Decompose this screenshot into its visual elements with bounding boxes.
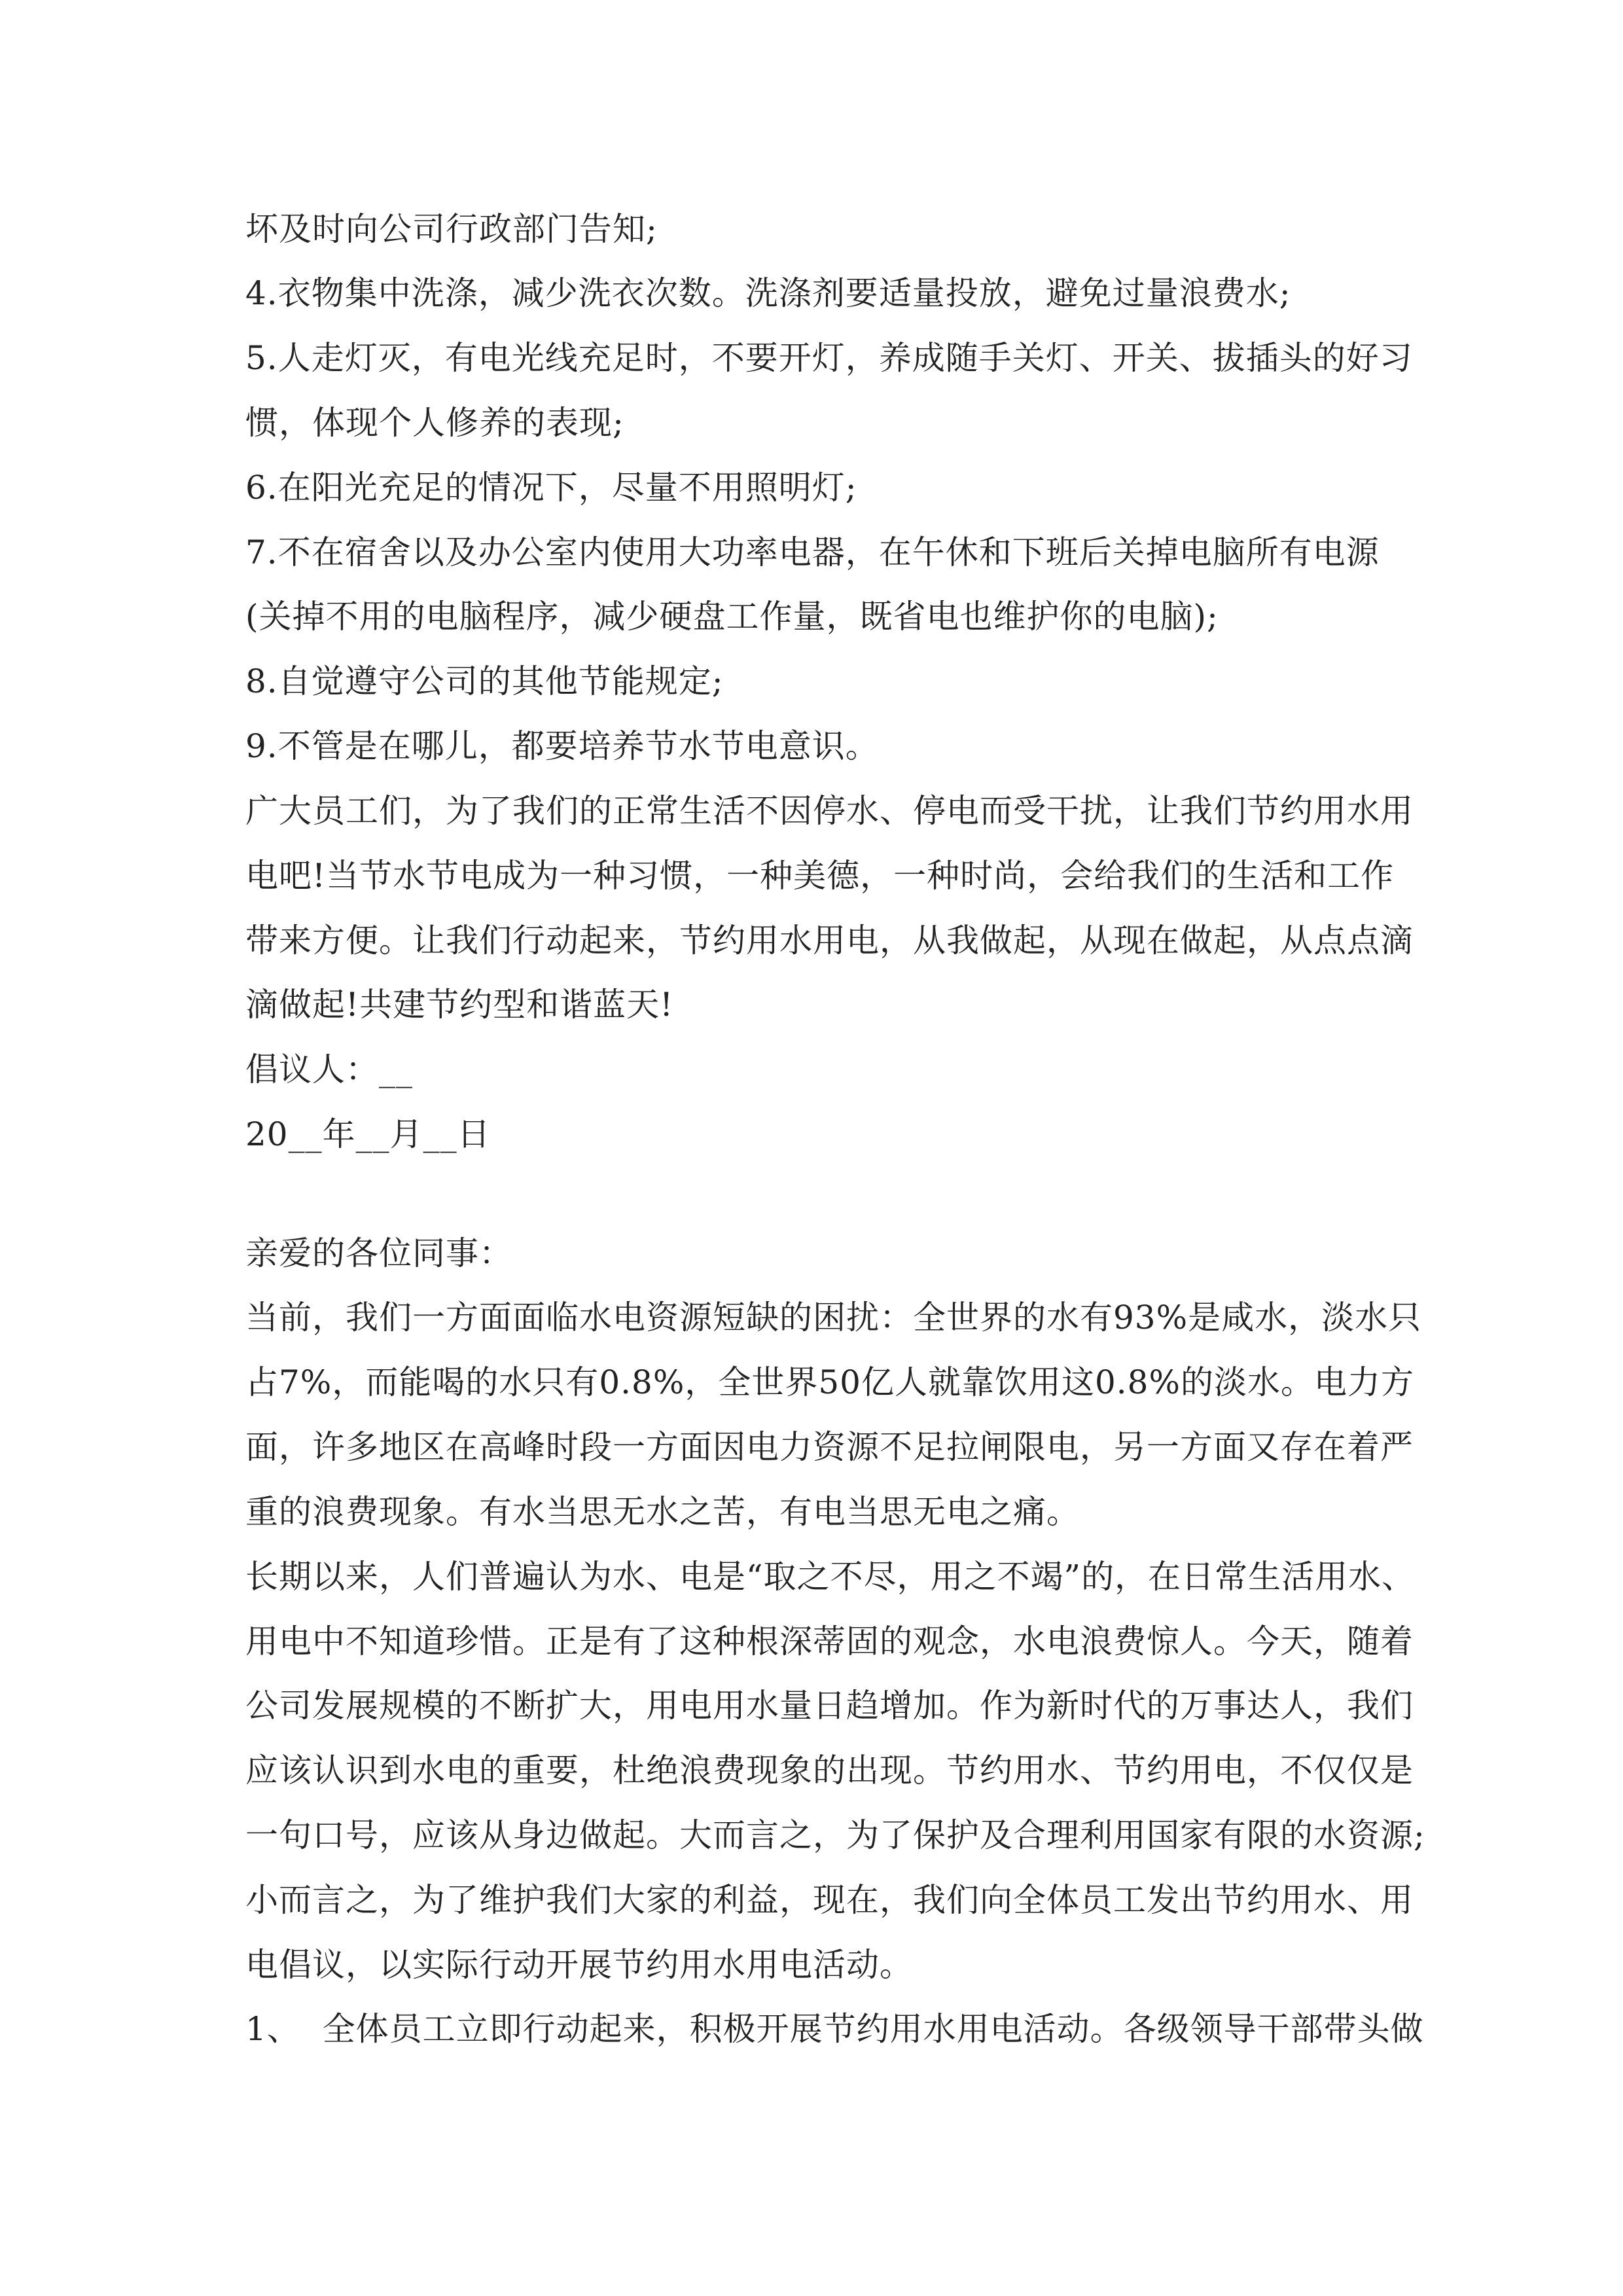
text-line: 面，许多地区在高峰时段一方面因电力资源不足拉闸限电，另一方面又存在着严	[245, 1428, 1414, 1466]
text-line: 8.自觉遵守公司的其他节能规定;	[245, 662, 724, 700]
text-line: 电吧!当节水节电成为一种习惯，一种美德，一种时尚，会给我们的生活和工作	[245, 857, 1395, 895]
text-line: 占7%，而能喝的水只有0.8%，全世界50亿人就靠饮用这0.8%的淡水。电力方	[245, 1363, 1414, 1401]
text-line: 7.不在宿舍以及办公室内使用大功率电器，在午休和下班后关掉电脑所有电源	[245, 533, 1380, 571]
text-line: 当前，我们一方面面临水电资源短缺的困扰：全世界的水有93%是咸水，淡水只	[245, 1299, 1422, 1336]
text-line: 长期以来，人们普遍认为水、电是“取之不尽，用之不竭”的，在日常生活用水、	[245, 1558, 1416, 1596]
text-line: 1、 全体员工立即行动起来，积极开展节约用水用电活动。各级领导干部带头做	[245, 2010, 1424, 2048]
text-line: 亲爱的各位同事：	[245, 1234, 512, 1272]
text-line: 滴做起!共建节约型和谐蓝天!	[245, 986, 674, 1024]
text-line: 电倡议，以实际行动开展节约用水用电活动。	[245, 1946, 913, 1984]
text-line: 带来方便。让我们行动起来，节约用水用电，从我做起，从现在做起，从点点滴	[245, 922, 1414, 960]
text-line: 惯，体现个人修养的表现;	[245, 404, 624, 442]
text-line: 坏及时向公司行政部门告知;	[245, 210, 658, 248]
text-line: 公司发展规模的不断扩大，用电用水量日趋增加。作为新时代的万事达人，我们	[245, 1687, 1414, 1725]
text-line: (关掉不用的电脑程序，减少硬盘工作量，既省电也维护你的电脑);	[245, 598, 1219, 636]
text-line: 6.在阳光充足的情况下，尽量不用照明灯;	[245, 469, 857, 507]
text-line: 倡议人：__	[245, 1050, 413, 1088]
text-line: 20__年__月__日	[245, 1115, 491, 1153]
text-line: 应该认识到水电的重要，杜绝浪费现象的出现。节约用水、节约用电，不仅仅是	[245, 1751, 1414, 1789]
text-line: 广大员工们，为了我们的正常生活不因停水、停电而受干扰，让我们节约用水用	[245, 792, 1414, 830]
text-line: 小而言之，为了维护我们大家的利益，现在，我们向全体员工发出节约用水、用	[245, 1881, 1414, 1919]
text-line: 5.人走灯灭，有电光线充足时，不要开灯，养成随手关灯、开关、拔插头的好习	[245, 339, 1413, 377]
text-line: 9.不管是在哪儿，都要培养节水节电意识。	[245, 727, 879, 765]
text-line: 重的浪费现象。有水当思无水之苦，有电当思无电之痛。	[245, 1493, 1080, 1531]
text-line: 用电中不知道珍惜。正是有了这种根深蒂固的观念，水电浪费惊人。今天，随着	[245, 1623, 1414, 1660]
text-line: 4.衣物集中洗涤，减少洗衣次数。洗涤剂要适量投放，避免过量浪费水;	[245, 274, 1291, 312]
text-line: 一句口号，应该从身边做起。大而言之，为了保护及合理利用国家有限的水资源;	[245, 1816, 1425, 1854]
